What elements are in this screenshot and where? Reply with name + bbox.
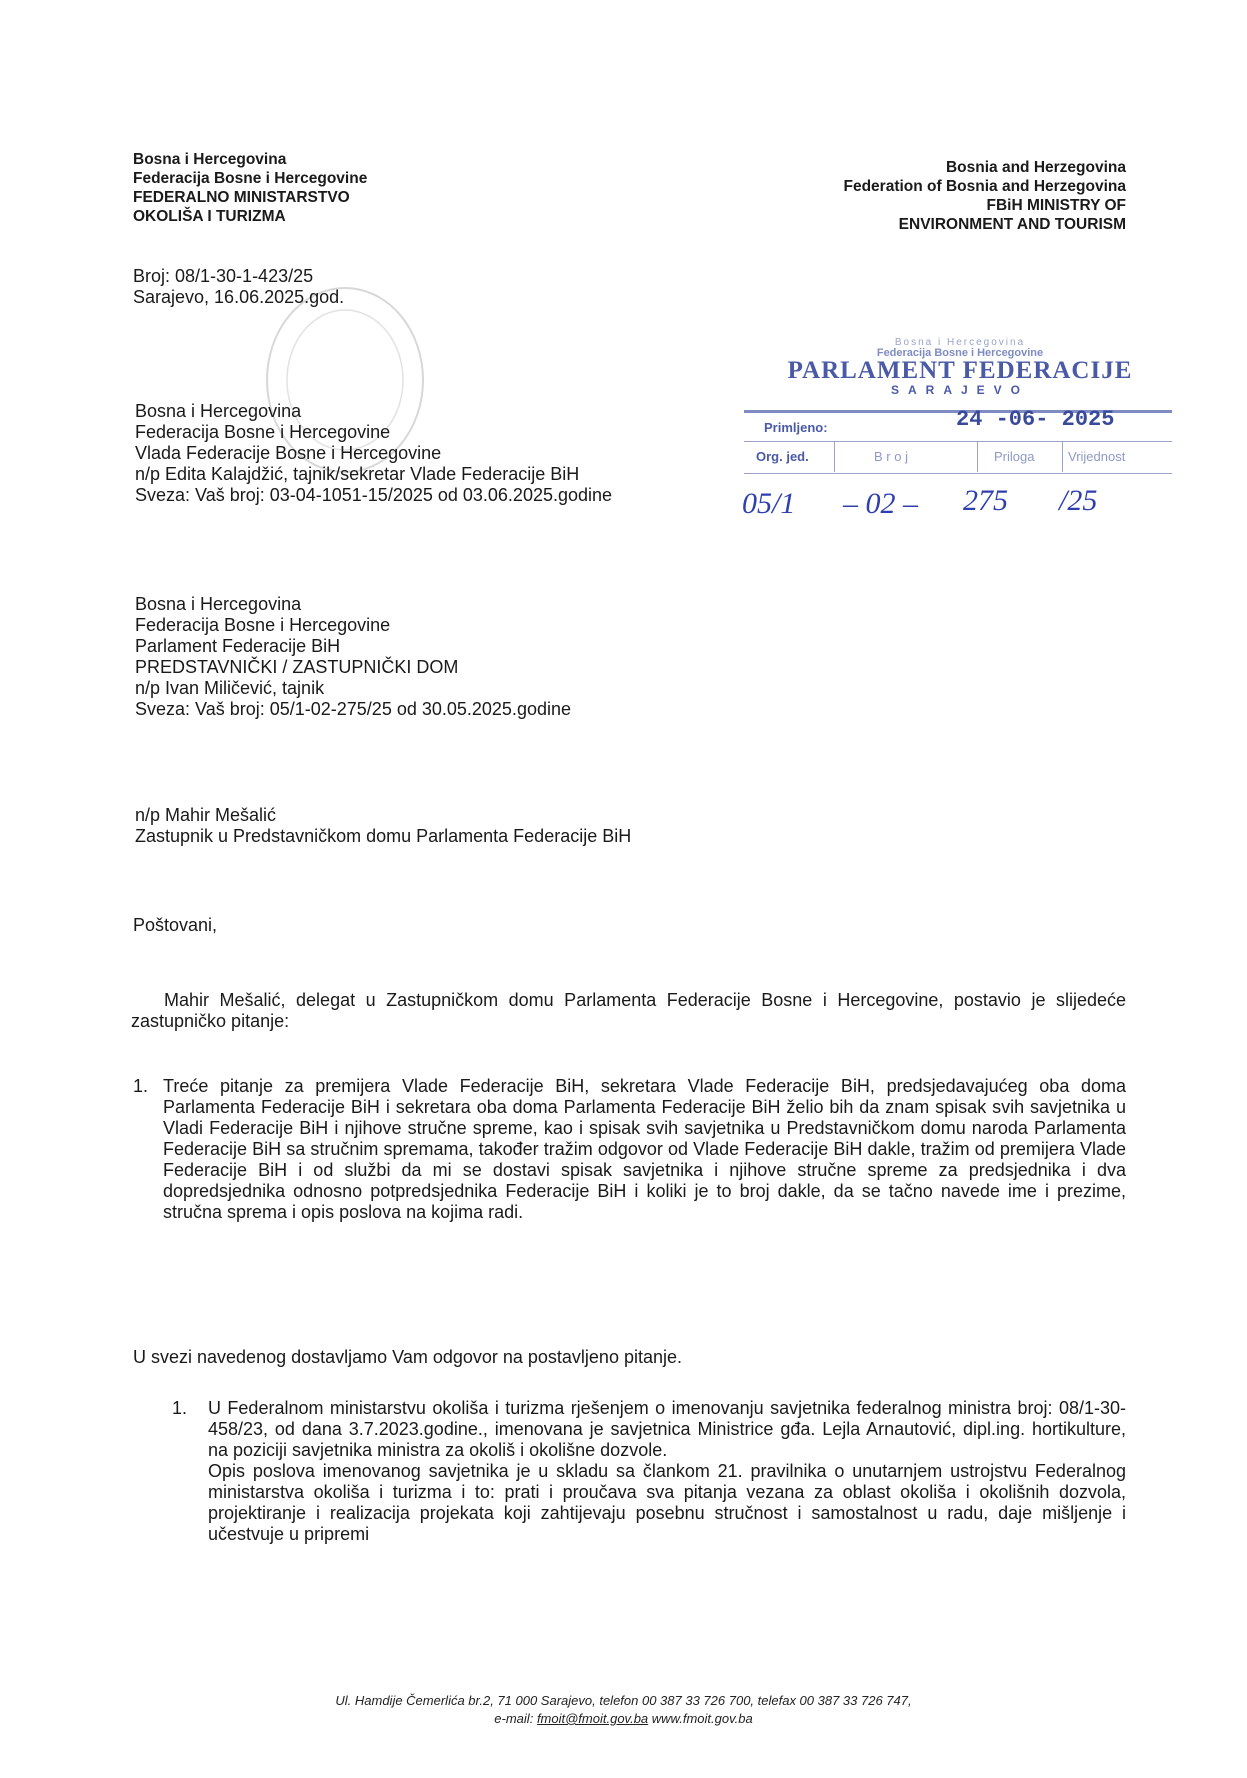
- header-line: FBiH MINISTRY OF: [986, 197, 1126, 214]
- address-line: Zastupnik u Predstavničkom domu Parlamenta Federacije BiH: [135, 826, 632, 846]
- header-line: Federation of Bosnia and Herzegovina: [843, 178, 1126, 195]
- header-line: ENVIRONMENT AND TOURISM: [898, 216, 1126, 233]
- footer-email-label: e-mail:: [494, 1711, 534, 1726]
- footer: [0, 1692, 1247, 1728]
- sender-header-english: [844, 158, 1127, 234]
- address-line: Sveza: Vaš broj: 03-04-1051-15/2025 od 03.06.2025.godine: [135, 485, 613, 505]
- stamp-divider: [834, 442, 835, 472]
- header-line: Bosnia and Herzegovina: [945, 159, 1126, 176]
- address-line: n/p Ivan Miličević, tajnik: [135, 678, 325, 698]
- handwritten-number: 275: [963, 484, 1008, 517]
- stamp-received-label: Primljeno:: [764, 420, 828, 435]
- recipient-parliament: [135, 594, 571, 720]
- stamp-col-vrijednost: Vrijednost: [1068, 449, 1126, 464]
- address-line: n/p Edita Kalajdžić, tajnik/sekretar Vlade Federacije BiH: [135, 464, 580, 484]
- stamp-grid: [744, 407, 1172, 474]
- address-line: n/p Mahir Mešalić: [135, 805, 277, 825]
- stamp-city: SARAJEVO: [890, 383, 1030, 397]
- recipient-delegate: [135, 805, 631, 847]
- answer-paragraph: U Federalnom ministarstvu okoliša i turizma rješenjem o imenovanju savjetnika federalnog ministra broj: 08/1-30-458/23, od dana 3.7.2023.godine., imenovana je savjetnica Ministrice gđa. Lejla Arnautović, dipl.ing. hortikulture, na poziciji savjetnika ministra za okoliš i okolišne dozvole.: [208, 1398, 1126, 1460]
- address-line: Sveza: Vaš broj: 05/1-02-275/25 od 30.05.2025.godine: [135, 699, 571, 719]
- stamp-col-org: Org. jed.: [756, 449, 809, 464]
- handwritten-year: /25: [1059, 484, 1098, 517]
- address-line: Bosna i Hercegovina: [135, 401, 302, 421]
- stamp-title: PARLAMENT FEDERACIJE: [787, 357, 1133, 384]
- stamp-country: Bosna i Hercegovina: [894, 337, 1026, 348]
- header-line: Federacija Bosne i Hercegovine: [133, 170, 368, 187]
- address-line: PREDSTAVNIČKI / ZASTUPNIČKI DOM: [135, 657, 459, 677]
- greeting: Poštovani,: [133, 915, 218, 935]
- stamp-received-date: 24 -06- 2025: [956, 407, 1115, 432]
- reference-place-date: Sarajevo, 16.06.2025.god.: [133, 287, 345, 307]
- question-text: Treće pitanje za premijera Vlade Federacije BiH, sekretara Vlade Federacije BiH, predsjedavajućeg oba doma Parlamenta Federacije BiH i sekretara oba doma Parlamenta Federacije BiH želio bih da znam spisak svih savjetnika u Vladi Federacije BiH i njihove stručne spreme, kao i spisak svih savjetnika u Predstavničkom domu naroda Parlamenta Federacije BiH sa stručnim spremama, također tražim odgovor od Vlade Federacije BiH dakle, tražim od premijera Vlade Federacije BiH i od službi da mi se dostavi spisak savjetnika i njihove stručne spreme za predsjednika i dva dopredsjednika odnosno potpredsjednika Federacije BiH i koliki je to broj dakle, da se tačno navede ime i prezime, stručna sprema i opis poslova na kojima radi.: [163, 1076, 1126, 1222]
- footer-email-link[interactable]: fmoit@fmoit.gov.ba: [536, 1711, 649, 1726]
- footer-address: Ul. Hamdije Čemerlića br.2, 71 000 Sarajevo, telefon 00 387 33 726 700, telefax 00 387 33 726 747,: [335, 1693, 912, 1708]
- stamp-col-priloga: Priloga: [994, 449, 1035, 464]
- stamp-divider: [1062, 442, 1063, 472]
- reference-number: Broj: 08/1-30-1-423/25: [133, 266, 314, 286]
- address-line: Federacija Bosne i Hercegovine: [135, 422, 391, 442]
- footer-contact: [0, 1710, 1247, 1728]
- header-line: OKOLIŠA I TURIZMA: [133, 208, 286, 225]
- intro-paragraph: Mahir Mešalić, delegat u Zastupničkom domu Parlamenta Federacije Bosne i Hercegovine, postavio je slijedeće zastupničko pitanje:: [131, 990, 1126, 1031]
- document-reference: [133, 266, 344, 308]
- address-line: Federacija Bosne i Hercegovine: [135, 615, 391, 635]
- question-number: 1.: [133, 1076, 149, 1096]
- answer-intro: U svezi navedenog dostavljamo Vam odgovor na postavljeno pitanje.: [133, 1347, 682, 1367]
- answer-text: [208, 1398, 1126, 1545]
- stamp-divider: [977, 442, 978, 472]
- answer-number: 1.: [172, 1398, 188, 1418]
- address-line: Parlament Federacije BiH: [135, 636, 341, 656]
- header-line: Bosna i Hercegovina: [133, 151, 287, 168]
- stamp-federation: Federacija Bosne i Hercegovine: [876, 347, 1044, 359]
- address-line: Vlada Federacije Bosne i Hercegovine: [135, 443, 442, 463]
- sender-header-local: [133, 150, 367, 226]
- footer-website-link[interactable]: www.fmoit.gov.ba: [651, 1711, 753, 1726]
- header-line: FEDERALNO MINISTARSTVO: [133, 189, 350, 206]
- handwritten-org-unit: 05/1: [742, 487, 796, 520]
- answer-paragraph: Opis poslova imenovanog savjetnika je u skladu sa člankom 21. pravilnika o unutarnjem ustrojstvu Federalnog ministarstva okoliša i turizma i to: prati i proučava sva pitanja vezana za oblast okoliša i okolišnih dozvola, projektiranje i realizacija projekata koji zahtijevaju posebnu stručnost i samostalnost u radu, daje mišljenje i učestvuje u pripremi: [208, 1461, 1126, 1544]
- address-line: Bosna i Hercegovina: [135, 594, 302, 614]
- recipient-government: [135, 401, 612, 506]
- stamp-received-row: [744, 407, 1172, 442]
- stamp-columns-row: [744, 442, 1172, 472]
- handwritten-broj: – 02 –: [843, 487, 918, 520]
- stamp-col-broj: B r o j: [874, 449, 908, 464]
